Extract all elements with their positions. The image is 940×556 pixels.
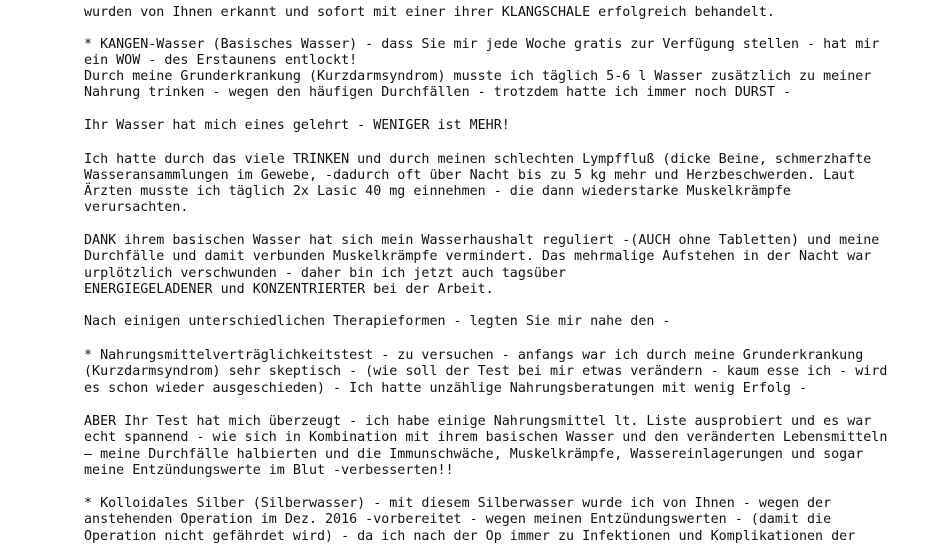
text-line: meine Entzündungswerte im Blut -verbesserten!! xyxy=(84,463,454,478)
text-line: Ärzten musste ich täglich 2x Lasic 40 mg einnehmen - die dann wiederstarke Muskelkrämpfe xyxy=(84,184,791,199)
text-line: Wasseransammlungen im Gewebe, -dadurch oft über Nacht bis zu 5 kg mehr und Herzbeschwerden. Laut xyxy=(84,168,856,183)
text-line: Durchfälle und damit verbunden Muskelkrämpfe vermindert. Das mehrmalige Aufstehen in der Nacht war xyxy=(84,249,872,264)
text-line: wurden von Ihnen erkannt und sofort mit einer ihrer KLANGSCHALE erfolgreich behandelt. xyxy=(84,5,775,20)
text-line: Durch meine Grunderkrankung (Kurzdarmsyndrom) musste ich täglich 5-6 l Wasser zusätzlich zu meiner xyxy=(84,69,872,84)
text-line: * Nahrungsmittelverträglichkeitstest - zu versuchen - anfangs war ich durch meine Grunderkrankung xyxy=(84,348,864,363)
text-line: anstehenden Operation im Dez. 2016 -vorbereitet - wegen meinen Entzündungswerten - (damit die xyxy=(84,512,832,527)
text-line: ein WOW - des Erstaunens entlockt! xyxy=(84,53,358,68)
text-line: * Kolloidales Silber (Silberwasser) - mit diesem Silberwasser wurde ich von Ihnen - wegen der xyxy=(84,496,832,511)
text-line: – meine Durchfälle halbierten und die Immunschwäche, Muskelkrämpfe, Wassereinlagerungen und sogar xyxy=(84,447,864,462)
text-line: DANK ihrem basischen Wasser hat sich mein Wasserhaushalt reguliert -(AUCH ohne Tabletten) und meine xyxy=(84,233,880,248)
text-line: es schon wieder ausgeschieden) - Ich hatte unzählige Nahrungsberatungen mit wenig Erfolg - xyxy=(84,381,808,396)
text-line: Ich hatte durch das viele TRINKEN und durch meinen schlechten Lympffluß (dicke Beine, schmerzhafte xyxy=(84,152,872,167)
text-line: ENERGIEGELADENER und KONZENTRIERTER bei der Arbeit. xyxy=(84,282,494,297)
text-line: Nahrung trinken - wegen den häufigen Durchfällen - trotzdem hatte ich immer noch DURST - xyxy=(84,85,791,100)
text-line: Operation nicht gefährdet wird) - da ich nach der Op immer zu Infektionen und Komplikationen der xyxy=(84,529,856,544)
text-line: (Kurzdarmsyndrom) sehr skeptisch - (wie soll der Test bei mir etwas verändern - kaum esse ich - wird xyxy=(84,364,888,379)
text-line: urplötzlich verschwunden - daher bin ich jetzt auch tagsüber xyxy=(84,266,567,281)
text-line: echt spannend - wie sich in Kombination mit ihrem basischen Wasser und den veränderten Lebensmitteln xyxy=(84,430,888,445)
text-line: ABER Ihr Test hat mich überzeugt - ich habe einige Nahrungsmittel lt. Liste ausprobiert und es war xyxy=(84,414,872,429)
text-line: Nach einigen unterschiedlichen Therapieformen - legten Sie mir nahe den - xyxy=(84,314,671,329)
text-line: * KANGEN-Wasser (Basisches Wasser) - dass Sie mir jede Woche gratis zur Verfügung stellen - hat mir xyxy=(84,37,880,52)
text-line: Ihr Wasser hat mich eines gelehrt - WENIGER ist MEHR! xyxy=(84,118,510,133)
text-line: verursachten. xyxy=(84,200,189,215)
